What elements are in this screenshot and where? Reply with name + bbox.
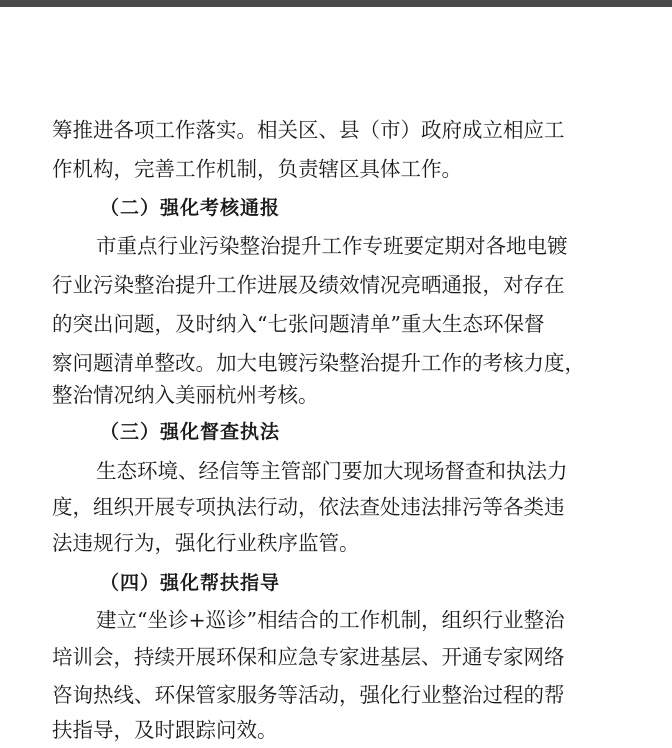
paragraph-line: 整治情况纳入美丽杭州考核。 bbox=[52, 383, 319, 407]
document-page bbox=[0, 7, 672, 748]
paragraph-line: 扶指导，及时跟踪问效。 bbox=[52, 718, 278, 742]
section-heading: （三）强化督查执法 bbox=[100, 421, 281, 443]
paragraph-line: 生态环境、经信等主管部门要加大现场督查和执法力 bbox=[96, 459, 568, 483]
window-top-bar bbox=[0, 0, 672, 7]
paragraph-line: 咨询热线、环保管家服务等活动，强化行业整治过程的帮 bbox=[52, 683, 565, 707]
paragraph-line: 作机构，完善工作机制，负责辖区具体工作。 bbox=[52, 157, 462, 181]
paragraph-line: 察问题清单整改。加大电镀污染整治提升工作的考核力度， bbox=[52, 351, 585, 375]
section-heading: （四）强化帮扶指导 bbox=[100, 572, 281, 594]
paragraph-line: 筹推进各项工作落实。相关区、县（市）政府成立相应工 bbox=[52, 118, 565, 142]
paragraph-line: 行业污染整治提升工作进展及绩效情况亮晒通报，对存在 bbox=[52, 273, 565, 297]
paragraph-line: 的突出问题，及时纳入“七张问题清单”重大生态环保督 bbox=[52, 312, 545, 336]
paragraph-line: 市重点行业污染整治提升工作专班要定期对各地电镀 bbox=[96, 234, 568, 258]
section-heading: （二）强化考核通报 bbox=[100, 197, 281, 219]
paragraph-line: 培训会，持续开展环保和应急专家进基层、开通专家网络 bbox=[52, 645, 565, 669]
paragraph-line: 建立“坐诊+巡诊”相结合的工作机制，组织行业整治 bbox=[96, 608, 565, 632]
paragraph-line: 法违规行为，强化行业秩序监管。 bbox=[52, 531, 360, 555]
paragraph-line: 度，组织开展专项执法行动，依法查处违法排污等各类违 bbox=[52, 495, 565, 519]
